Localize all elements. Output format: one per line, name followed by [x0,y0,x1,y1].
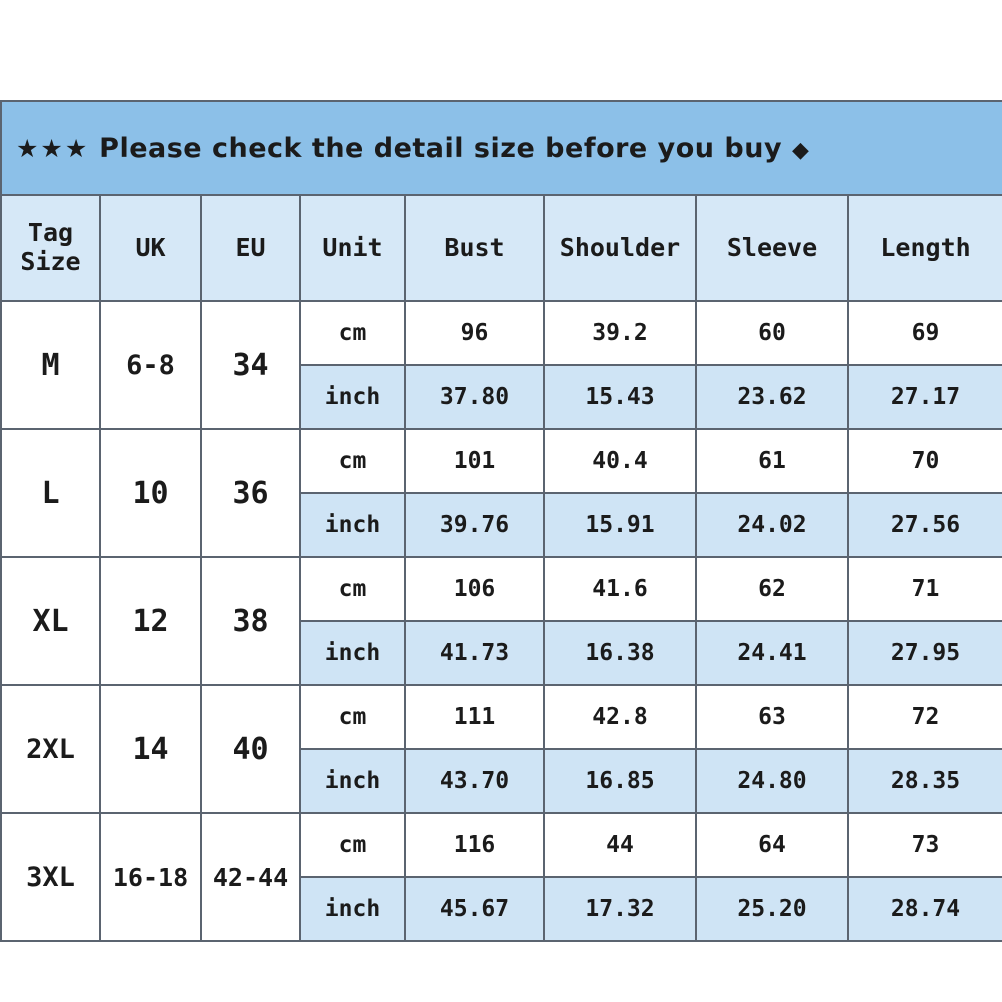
cell-bust-inch: 39.76 [405,493,544,557]
header-sleeve: Sleeve [696,195,848,301]
cell-shoulder-inch: 16.38 [544,621,696,685]
cell-sleeve-inch: 23.62 [696,365,848,429]
cell-unit-cm: cm [300,429,405,493]
cell-bust-cm: 106 [405,557,544,621]
header-bust: Bust [405,195,544,301]
cell-uk: 12 [100,557,201,685]
table-row [1,813,1002,877]
cell-sleeve-cm: 63 [696,685,848,749]
cell-length-cm: 69 [848,301,1002,365]
cell-eu: 42-44 [201,813,300,941]
table-row [1,429,1002,493]
cell-bust-inch: 45.67 [405,877,544,941]
cell-length-inch: 27.56 [848,493,1002,557]
cell-tag-size: M [1,301,100,429]
cell-shoulder-inch: 16.85 [544,749,696,813]
stars-icon: ★★★ [16,133,90,163]
cell-sleeve-cm: 64 [696,813,848,877]
cell-sleeve-cm: 62 [696,557,848,621]
header-shoulder: Shoulder [544,195,696,301]
table-row [1,557,1002,621]
header-tag-line1: Tag [27,218,74,248]
cell-uk: 10 [100,429,201,557]
cell-sleeve-inch: 25.20 [696,877,848,941]
cell-unit-cm: cm [300,813,405,877]
size-chart-table [0,100,1002,942]
cell-tag-size: 2XL [1,685,100,813]
cell-bust-cm: 116 [405,813,544,877]
header-tag-line2: Size [20,247,81,276]
cell-sleeve-cm: 61 [696,429,848,493]
cell-uk: 6-8 [100,301,201,429]
cell-bust-inch: 37.80 [405,365,544,429]
cell-sleeve-inch: 24.41 [696,621,848,685]
cell-length-cm: 72 [848,685,1002,749]
size-chart-container [0,100,1002,942]
cell-eu: 36 [201,429,300,557]
cell-unit-cm: cm [300,557,405,621]
cell-length-inch: 27.17 [848,365,1002,429]
cell-unit-inch: inch [300,877,405,941]
cell-bust-cm: 111 [405,685,544,749]
cell-sleeve-inch: 24.80 [696,749,848,813]
cell-unit-inch: inch [300,621,405,685]
cell-unit-inch: inch [300,749,405,813]
cell-shoulder-cm: 44 [544,813,696,877]
cell-unit-cm: cm [300,685,405,749]
cell-bust-cm: 101 [405,429,544,493]
cell-length-inch: 28.35 [848,749,1002,813]
cell-eu: 38 [201,557,300,685]
cell-tag-size: XL [1,557,100,685]
cell-sleeve-inch: 24.02 [696,493,848,557]
cell-shoulder-inch: 17.32 [544,877,696,941]
cell-shoulder-inch: 15.43 [544,365,696,429]
cell-unit-inch: inch [300,493,405,557]
cell-length-cm: 73 [848,813,1002,877]
cell-length-inch: 27.95 [848,621,1002,685]
cell-tag-size: L [1,429,100,557]
cell-bust-cm: 96 [405,301,544,365]
banner-text: Please check the detail size before you buy [99,132,783,164]
cell-tag-size: 3XL [1,813,100,941]
cell-eu: 34 [201,301,300,429]
banner-row [1,101,1002,195]
cell-unit-inch: inch [300,365,405,429]
cell-eu: 40 [201,685,300,813]
table-row [1,685,1002,749]
header-length: Length [848,195,1002,301]
cell-shoulder-cm: 39.2 [544,301,696,365]
cell-uk: 14 [100,685,201,813]
cell-unit-cm: cm [300,301,405,365]
cell-shoulder-cm: 40.4 [544,429,696,493]
cell-sleeve-cm: 60 [696,301,848,365]
cell-bust-inch: 43.70 [405,749,544,813]
header-eu: EU [201,195,300,301]
cell-length-inch: 28.74 [848,877,1002,941]
cell-shoulder-cm: 41.6 [544,557,696,621]
cell-uk: 16-18 [100,813,201,941]
cell-length-cm: 70 [848,429,1002,493]
header-tag-size [1,195,100,301]
header-uk: UK [100,195,201,301]
diamond-icon: ◆ [791,137,810,163]
header-row [1,195,1002,301]
banner-cell [1,101,1002,195]
table-row [1,301,1002,365]
cell-shoulder-cm: 42.8 [544,685,696,749]
cell-bust-inch: 41.73 [405,621,544,685]
cell-length-cm: 71 [848,557,1002,621]
header-unit: Unit [300,195,405,301]
cell-shoulder-inch: 15.91 [544,493,696,557]
